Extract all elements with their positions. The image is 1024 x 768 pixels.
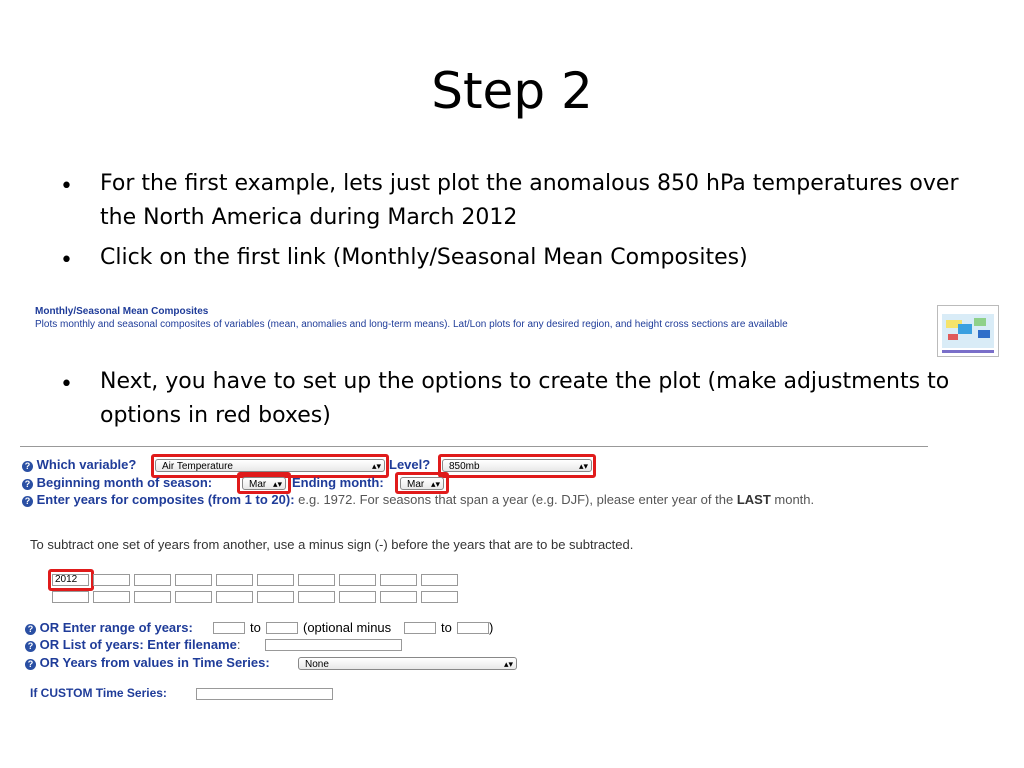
filename-input[interactable]: [265, 639, 402, 651]
custom-label: If CUSTOM Time Series:: [30, 686, 167, 700]
bullet-text-3: Next, you have to set up the options to create the plot (make adjustments to options in red boxes): [100, 369, 950, 428]
year-input[interactable]: [421, 574, 458, 586]
select-arrows-icon: ▴▾: [430, 479, 440, 489]
select-arrows-icon: ▴▾: [371, 461, 381, 471]
help-icon[interactable]: ?: [25, 624, 36, 635]
select-arrows-icon: ▴▾: [578, 461, 588, 471]
bullet-marker: •: [60, 372, 73, 397]
variable-select-value: Air Temperature: [162, 461, 233, 472]
range-label: OR Enter range of years:: [39, 620, 193, 635]
minus-start-input[interactable]: [404, 622, 436, 634]
bullet-marker: •: [60, 248, 73, 273]
map-thumbnail-icon: [938, 306, 998, 356]
highlight-box: [438, 454, 596, 478]
bullet-text-2: Click on the first link (Monthly/Seasonal Mean Composites): [100, 245, 748, 270]
begin-month-label: Beginning month of season:: [36, 475, 213, 490]
timeseries-row: [25, 655, 270, 670]
select-arrows-icon: ▴▾: [272, 479, 282, 489]
years-hint-suffix: month.: [774, 492, 815, 507]
year-input[interactable]: [298, 574, 335, 586]
year-input[interactable]: [52, 591, 89, 603]
year-input[interactable]: [257, 591, 294, 603]
level-select-value: 850mb: [449, 461, 480, 472]
timeseries-label: OR Years from values in Time Series:: [39, 655, 270, 670]
map-thumbnail[interactable]: [937, 305, 999, 357]
year-input[interactable]: [257, 574, 294, 586]
year-input[interactable]: [339, 574, 376, 586]
year-input[interactable]: [380, 574, 417, 586]
select-arrows-icon: ▴▾: [503, 659, 513, 669]
custom-series-input[interactable]: [196, 688, 333, 700]
year-input[interactable]: [298, 591, 335, 603]
range-row: [25, 620, 193, 635]
to-label: to: [441, 620, 452, 635]
to-label: to: [250, 620, 261, 635]
years-hint-last: LAST: [736, 492, 771, 507]
help-icon[interactable]: ?: [22, 461, 33, 472]
subtract-note: To subtract one set of years from another, use a minus sign (-) before the years that are to be subtracted.: [30, 537, 634, 552]
years-hint: e.g. 1972. For seasons that span a year (e.g. DJF), please enter year of the: [298, 492, 734, 507]
end-month-label: Ending month:: [292, 475, 384, 490]
highlight-box: [237, 472, 291, 494]
year-input[interactable]: [175, 574, 212, 586]
highlight-box: [48, 569, 94, 591]
list-label: OR List of years: Enter filename: [39, 637, 237, 652]
year-input[interactable]: [175, 591, 212, 603]
range-start-input[interactable]: [213, 622, 245, 634]
help-icon[interactable]: ?: [25, 641, 36, 652]
which-variable-row: [22, 457, 136, 472]
bullet-marker: •: [60, 174, 73, 199]
begin-month-value: Mar: [249, 479, 267, 490]
year-input[interactable]: [93, 574, 130, 586]
close-paren: ): [489, 620, 494, 635]
year-input[interactable]: [380, 591, 417, 603]
help-icon[interactable]: ?: [25, 659, 36, 670]
help-icon[interactable]: ?: [22, 496, 33, 507]
timeseries-select[interactable]: [298, 657, 517, 670]
begin-month-row: [22, 475, 212, 490]
composites-description: Plots monthly and seasonal composites of variables (mean, anomalies and long-term means). Lat/Lon plots for any desired region, and height cross sections are available: [35, 319, 788, 330]
slide-title: Step 2: [431, 62, 593, 120]
year-input[interactable]: [216, 591, 253, 603]
years-row: [22, 492, 814, 507]
year-input[interactable]: [134, 591, 171, 603]
timeseries-value: None: [305, 659, 329, 670]
highlight-box: [395, 472, 449, 494]
level-label: Level?: [389, 457, 431, 472]
help-icon[interactable]: ?: [22, 479, 33, 490]
year-input[interactable]: [339, 591, 376, 603]
composites-link[interactable]: Monthly/Seasonal Mean Composites: [35, 306, 209, 317]
year-input[interactable]: [134, 574, 171, 586]
year-input[interactable]: [93, 591, 130, 603]
which-variable-label: Which variable?: [36, 457, 137, 472]
optional-minus-label: (optional minus: [303, 620, 392, 635]
range-end-input[interactable]: [266, 622, 298, 634]
end-month-value: Mar: [407, 479, 425, 490]
list-colon: :: [236, 637, 241, 652]
years-label: Enter years for composites (from 1 to 20):: [36, 492, 295, 507]
year-input[interactable]: [421, 591, 458, 603]
list-row: [25, 637, 240, 652]
year-input[interactable]: [216, 574, 253, 586]
minus-end-input[interactable]: [457, 622, 489, 634]
year-input-value: 2012: [55, 574, 78, 585]
bullet-text-1: For the first example, lets just plot the anomalous 850 hPa temperatures over the North America during March 2012: [100, 171, 959, 230]
divider: [20, 446, 928, 447]
